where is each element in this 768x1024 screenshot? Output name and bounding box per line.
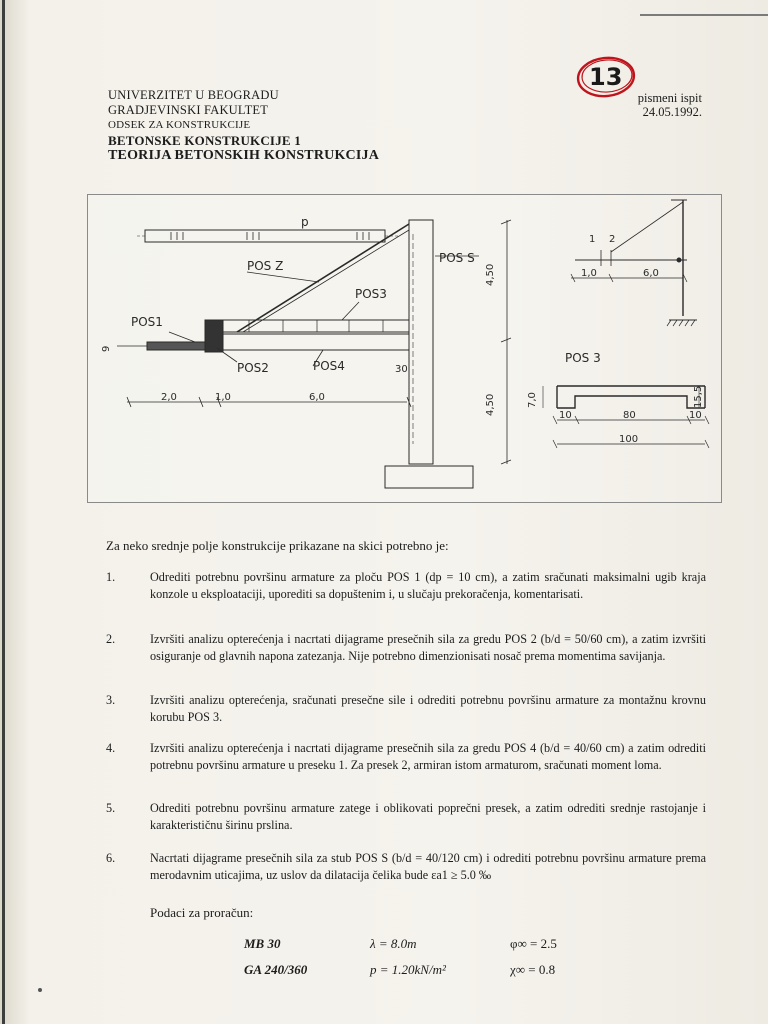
task-1 bbox=[106, 569, 706, 603]
section-label-1: 1 bbox=[589, 234, 596, 245]
data-load-p: p = 1.20kN/m² bbox=[370, 962, 446, 977]
data-concrete-class: MB 30 bbox=[244, 936, 281, 951]
dim-2-0: 2,0 bbox=[161, 392, 177, 403]
slab-pos-1 bbox=[147, 342, 205, 350]
task-text: Izvršiti analizu opterećenja, sračunati presečne sile i odrediti potrebnu površinu armature za montažnu krovnu korubu POS 3. bbox=[150, 693, 706, 724]
task-number: 1. bbox=[106, 570, 116, 584]
task-number: 3. bbox=[106, 693, 116, 707]
task-2 bbox=[106, 631, 706, 665]
label-pos-4: POS4 bbox=[313, 359, 345, 373]
task-6 bbox=[106, 850, 706, 884]
course-subtitle: TEORIJA BETONSKIH KONSTRUKCIJA bbox=[108, 148, 380, 163]
column-pos-s bbox=[409, 220, 433, 464]
course-title: BETONSKE KONSTRUKCIJE 1 bbox=[108, 133, 301, 148]
task-number: 2. bbox=[106, 632, 116, 646]
label-load-p: p bbox=[301, 215, 309, 229]
dim-side: 9 bbox=[101, 345, 112, 352]
data-lambda: λ = 8.0m bbox=[370, 936, 417, 951]
scan-top-line bbox=[640, 14, 768, 16]
exam-date: 24.05.1992. bbox=[642, 105, 702, 119]
task-number: 4. bbox=[106, 741, 116, 755]
dim-cantilever: 30 bbox=[395, 364, 408, 375]
label-pos-s: POS S bbox=[439, 251, 475, 265]
dim-6-0: 6,0 bbox=[309, 392, 325, 403]
roof-elements-pos-3 bbox=[207, 320, 409, 332]
data-phi: φ∞ = 2.5 bbox=[510, 936, 557, 951]
department: ODSEK ZA KONSTRUKCIJE bbox=[108, 119, 251, 131]
institution-header bbox=[108, 88, 379, 163]
dim-1-0: 1,0 bbox=[215, 392, 231, 403]
scan-speck bbox=[38, 988, 42, 992]
tie-pos-z bbox=[237, 224, 409, 332]
exam-info bbox=[612, 91, 702, 119]
task-text: Nacrtati dijagrame presečnih sila za stub POS S (b/d = 40/120 cm) i odrediti potrebnu površinu armature prema merodavnim uticajima, uz uslov da dilatacija čelika bude εa1 ≥ 5.0 ‰ bbox=[150, 851, 706, 882]
dim-flange-right: 10 bbox=[689, 410, 702, 421]
dim-height-upper: 4,50 bbox=[485, 263, 496, 286]
section-label-2: 2 bbox=[609, 234, 616, 245]
exam-number: 13 bbox=[589, 63, 623, 91]
dim-thickness-7: 7,0 bbox=[527, 392, 538, 408]
exam-type: pismeni ispit bbox=[637, 91, 702, 105]
dim-frame-1-0: 1,0 bbox=[581, 268, 597, 279]
dim-total-100: 100 bbox=[619, 434, 639, 445]
label-pos-3-section: POS 3 bbox=[565, 351, 601, 365]
label-pos-z: POS Z bbox=[247, 259, 284, 273]
university: UNIVERZITET U BEOGRADU bbox=[108, 88, 279, 102]
task-text: Izvršiti analizu opterećenja i nacrtati dijagrame presečnih sila za gredu POS 2 (b/d = 50/60 cm), a zatim izvršiti osiguranje od glavnih napona zatezanja. Nije potrebno dimenzionisati nosač prema momentima savijanja. bbox=[150, 632, 706, 663]
label-pos-1: POS1 bbox=[131, 315, 163, 329]
pos3-cross-section bbox=[557, 386, 705, 408]
dim-frame-6-0: 6,0 bbox=[643, 268, 659, 279]
dim-web-80: 80 bbox=[623, 410, 636, 421]
data-title: Podaci za proračun: bbox=[150, 905, 254, 920]
load-p-diagram bbox=[145, 230, 385, 242]
dim-height-lower: 4,50 bbox=[485, 393, 496, 416]
task-4 bbox=[106, 740, 706, 774]
task-intro: Za neko srednje polje konstrukcije prikazane na skici potrebno je: bbox=[106, 538, 449, 553]
task-text: Odrediti potrebnu površinu armature zatege i oblikovati poprečni presek, a zatim odrediti srednje rastojanje i karakterističnu širinu prslina. bbox=[150, 801, 706, 832]
task-5 bbox=[106, 800, 706, 834]
faculty: GRADJEVINSKI FAKULTET bbox=[108, 103, 269, 117]
task-text: Izvršiti analizu opterećenja i nacrtati dijagrame presečnih sila za gredu POS 4 (b/d = 40/60 cm) a zatim odrediti potrebnu površinu armature u preseku 1. Za presek 2, armiran istom armaturom, sračunati moment loma. bbox=[150, 741, 706, 772]
label-pos-3: POS3 bbox=[355, 287, 387, 301]
column-foundation bbox=[385, 466, 473, 488]
structure-sketch bbox=[87, 194, 720, 501]
task-3 bbox=[106, 692, 706, 726]
task-number: 6. bbox=[106, 851, 116, 865]
task-number: 5. bbox=[106, 801, 116, 815]
scan-edge bbox=[2, 0, 5, 1024]
label-pos-2: POS2 bbox=[237, 361, 269, 375]
beam-pos-2 bbox=[205, 320, 223, 352]
beam-pos-4 bbox=[207, 334, 409, 350]
dim-flange-left: 10 bbox=[559, 410, 572, 421]
data-steel-class: GA 240/360 bbox=[244, 962, 308, 977]
data-chi: χ∞ = 0.8 bbox=[510, 962, 556, 977]
task-text: Odrediti potrebnu površinu armature za ploču POS 1 (dp = 10 cm), a zatim sračunati maksimalni ugib kraja konzole u eksploataciji, uporediti sa dopuštenim i, u slučaju prekoračenja, komentarisati. bbox=[150, 570, 706, 601]
dim-thickness-15: 15,5 bbox=[693, 385, 704, 408]
